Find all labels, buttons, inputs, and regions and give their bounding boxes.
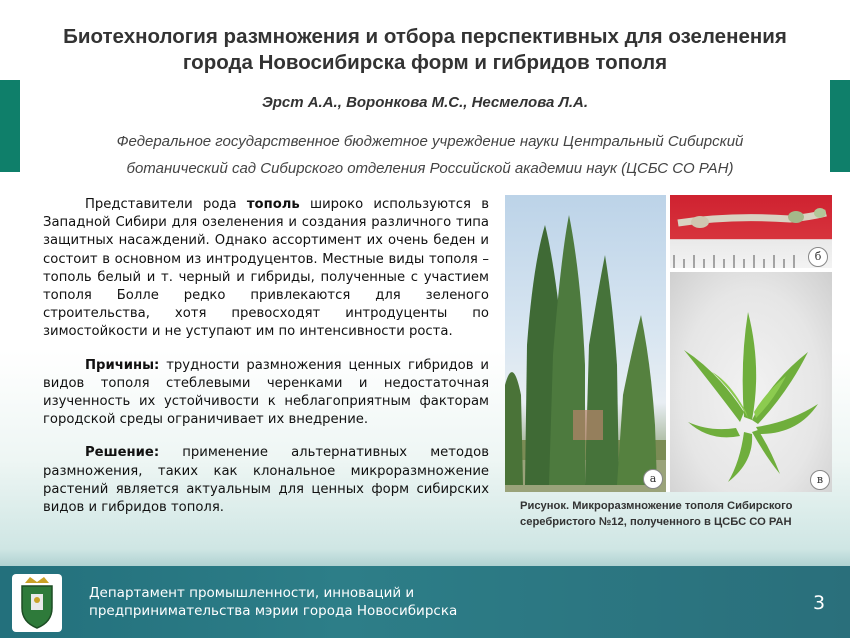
p1-text-pre: Представители рода xyxy=(85,197,247,212)
footer-department xyxy=(89,584,609,620)
p1-text-post: широко используются в Западной Сибири для озеленения и создания различного типа защитных насаждений. Однако ассортимент их очень беден и состоит в основном из интродуцентов. Местные виды тополя – тополь белый и т. черный и гибриды, полученные с участием тополя Болле редко привлекаются для зеленого строительства, хотя превосходят интродуценты по зимостойкости и не уступают им по интенсивности роста. xyxy=(43,197,489,340)
microplant-illustration xyxy=(670,272,832,492)
solution-text: применение альтернативных методов размножения, таких как клональное микроразмножение растений является актуальным для ценных форм сибирских видов и гибридов тополя. xyxy=(43,445,489,516)
badge-c: в xyxy=(810,470,830,490)
photo-poplar-trees xyxy=(505,195,666,492)
badge-b: б xyxy=(808,247,828,267)
body-text xyxy=(43,196,489,532)
org-line-2: ботанический сад Сибирского отделения Российской академии наук (ЦСБС СО РАН) xyxy=(126,160,734,177)
footer-line-2: предпринимательства мэрии города Новосибирска xyxy=(89,603,458,619)
reasons-label: Причины: xyxy=(85,357,160,373)
page-number: 3 xyxy=(813,592,826,614)
coat-of-arms-icon xyxy=(12,574,62,632)
paragraph-solution xyxy=(43,444,489,517)
paragraph-reasons xyxy=(43,357,489,430)
title-line-1: Биотехнология размножения и отбора перспективных для озеленения xyxy=(63,25,787,48)
page-title xyxy=(20,24,830,76)
authors: Эрст А.А., Воронкова М.С., Несмелова Л.А. xyxy=(261,94,589,111)
organization xyxy=(60,128,800,182)
city-emblem xyxy=(12,574,62,632)
poplar-trees-illustration xyxy=(505,195,666,492)
reasons-text: трудности размножения ценных гибридов и видов тополя стеблевыми черенками и недостаточная изученность их устойчивости к неблагоприятным факторам городской среды ограничивает их внедрение. xyxy=(43,357,489,428)
photo-microplant xyxy=(670,272,832,492)
paragraph-intro xyxy=(43,196,489,342)
p1-bold-term: тополь xyxy=(246,197,300,212)
badge-a: а xyxy=(643,469,663,489)
footer-line-1: Департамент промышленности, инноваций и xyxy=(89,585,415,601)
solution-label: Решение: xyxy=(85,445,160,461)
org-line-1: Федеральное государственное бюджетное учреждение науки Центральный Сибирский xyxy=(116,133,744,150)
photo-stem-segment xyxy=(670,195,832,268)
title-line-2: города Новосибирска форм и гибридов тополя xyxy=(182,51,668,74)
figure-caption: Рисунок. Микроразмножение тополя Сибирского серебристого №12, полученного в ЦСБС СО РАН xyxy=(520,500,793,528)
